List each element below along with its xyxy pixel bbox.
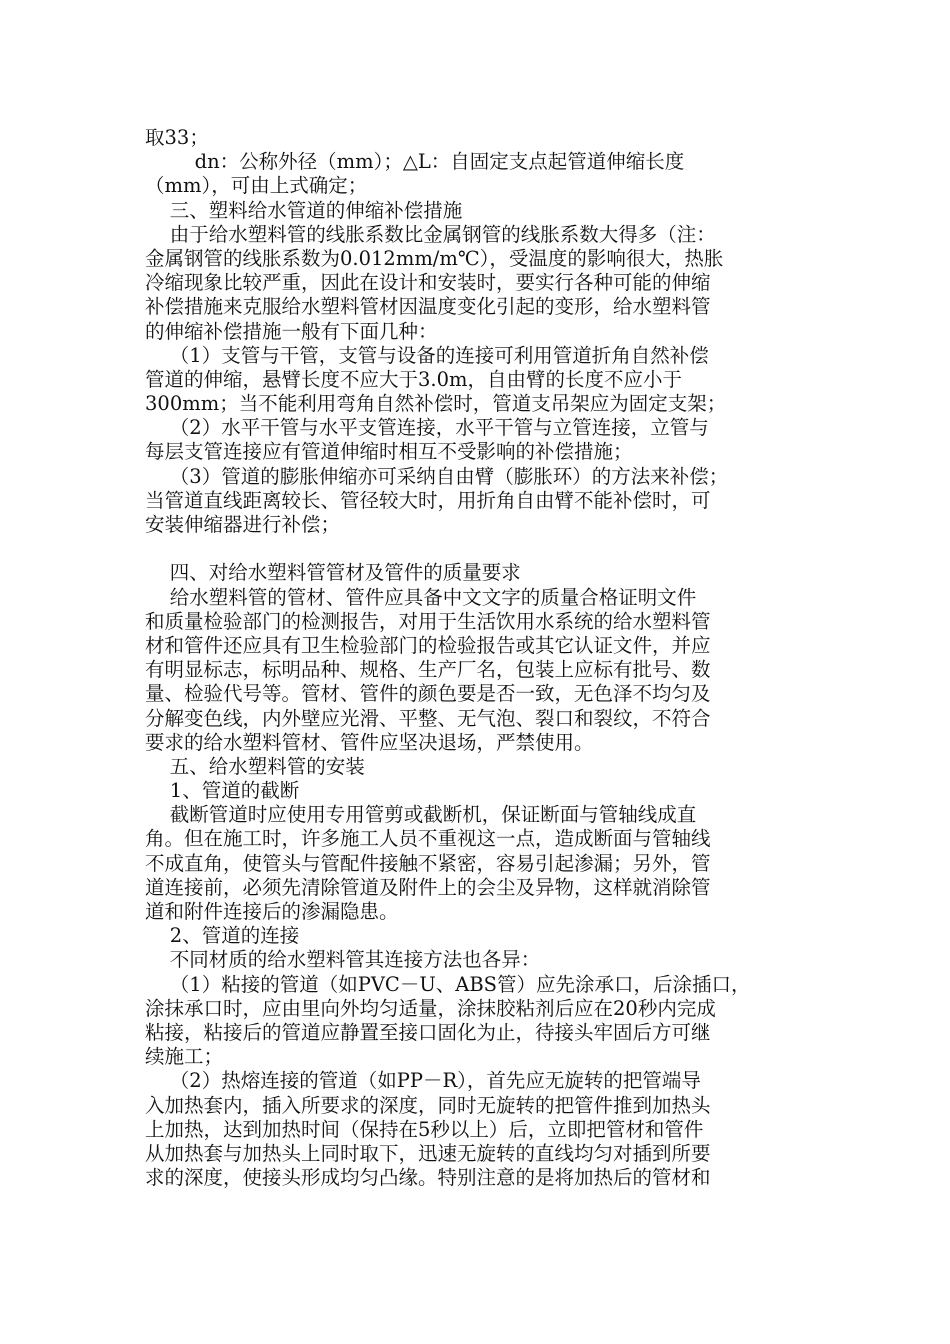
text-line: 有明显标志，标明品种、规格、生产厂名，包装上应标有批号、数	[145, 658, 711, 682]
text-line: 不成直角，使管头与管配件接触不紧密，容易引起渗漏；另外，管	[145, 851, 711, 875]
text-line: 补偿措施来克服给水塑料管材因温度变化引起的变形，给水塑料管	[145, 295, 711, 319]
text-line: 每层支管连接应有管道伸缩时相互不受影响的补偿措施；	[145, 440, 633, 464]
text-line: 当管道直线距离较长、管径较大时，用折角自由臂不能补偿时，可	[145, 488, 711, 512]
text-line: 从加热套与加热头上同时取下，迅速无旋转的直线均匀对插到所要	[145, 1141, 711, 1165]
text-line: 2、管道的连接	[145, 924, 300, 948]
text-line: 取33；	[145, 126, 209, 149]
text-line: 管道的伸缩，悬臂长度不应大于3.0m，自由臂的长度不应小于	[145, 367, 683, 391]
text-line: 粘接，粘接后的管道应静置至接口固化为止，待接头牢固后方可继	[145, 1020, 711, 1044]
text-line: 分解变色线，内外壁应光滑、平整、无气泡、裂口和裂纹，不符合	[145, 706, 711, 730]
text-line: 冷缩现象比较严重，因此在设计和安装时，要实行各种可能的伸缩	[145, 271, 711, 295]
text-line: 不同材质的给水塑料管其连接方法也各异：	[145, 948, 541, 972]
text-line: 截断管道时应使用专用管剪或截断机，保证断面与管轴线成直	[145, 803, 697, 827]
text-line: 由于给水塑料管的线胀系数比金属钢管的线胀系数大得多（注：	[145, 222, 716, 246]
document-body	[145, 126, 815, 1190]
text-line: 角。但在施工时，许多施工人员不重视这一点，造成断面与管轴线	[145, 827, 711, 851]
blank-line	[145, 537, 815, 561]
text-line: 300mm；当不能利用弯角自然补偿时，管道支吊架应为固定支架；	[145, 392, 727, 416]
text-line: （1）支管与干管，支管与设备的连接可利用管道折角自然补偿	[145, 343, 709, 367]
text-line: （mm），可由上式确定；	[145, 174, 368, 198]
text-line: 要求的给水塑料管材、管件应坚决退场，严禁使用。	[145, 730, 594, 754]
text-line: 1、管道的截断	[145, 779, 300, 803]
text-line: 材和管件还应具有卫生检验部门的检验报告或其它认证文件，并应	[145, 633, 711, 657]
text-line: dn：公称外径（mm）；△L：自固定支点起管道伸缩长度	[145, 150, 685, 174]
text-line: 安装伸缩器进行补偿；	[145, 513, 341, 536]
text-line: 续施工；	[145, 1045, 224, 1069]
text-line: 金属钢管的线胀系数为0.012mm/m℃），受温度的影响很大，热胀	[145, 246, 724, 270]
text-line: 和质量检验部门的检测报告，对用于生活饮用水系统的给水塑料管	[145, 609, 711, 633]
text-line: （2）水平干管与水平支管连接，水平干管与立管连接，立管与	[145, 416, 709, 440]
text-line: 上加热，达到加热时间（保持在5秒以上）后，立即把管材和管件	[145, 1117, 704, 1141]
text-line: 三、塑料给水管道的伸缩补偿措施	[145, 198, 463, 222]
text-line: 给水塑料管的管材、管件应具备中文文字的质量合格证明文件	[145, 585, 697, 609]
text-line: 道和附件连接后的渗漏隐患。	[145, 900, 399, 923]
text-line: 五、给水塑料管的安装	[145, 754, 365, 778]
text-line: 涂抹承口时，应由里向外均匀适量，涂抹胶粘剂后应在20秒内完成	[145, 996, 716, 1020]
text-line: 的伸缩补偿措施一般有下面几种：	[145, 319, 438, 343]
text-line: （3）管道的膨胀伸缩亦可采纳自由臂（膨胀环）的方法来补偿；	[145, 464, 729, 488]
text-line: 入加热套内，插入所要求的深度，同时无旋转的把管件推到加热头	[145, 1093, 711, 1117]
text-line: 道连接前，必须先清除管道及附件上的会尘及异物，这样就消除管	[145, 875, 711, 899]
text-line: 求的深度，使接头形成均匀凸缘。特别注意的是将加热后的管材和	[145, 1166, 711, 1190]
text-line: 量、检验代号等。管材、管件的颜色要是否一致，无色泽不均匀及	[145, 682, 711, 706]
text-line: （1）粘接的管道（如PVC－U、ABS管）应先涂承口，后涂插口，	[145, 972, 751, 996]
text-line: 四、对给水塑料管管材及管件的质量要求	[145, 561, 521, 585]
text-line: （2）热熔连接的管道（如PP－R），首先应无旋转的把管端导	[145, 1069, 701, 1093]
